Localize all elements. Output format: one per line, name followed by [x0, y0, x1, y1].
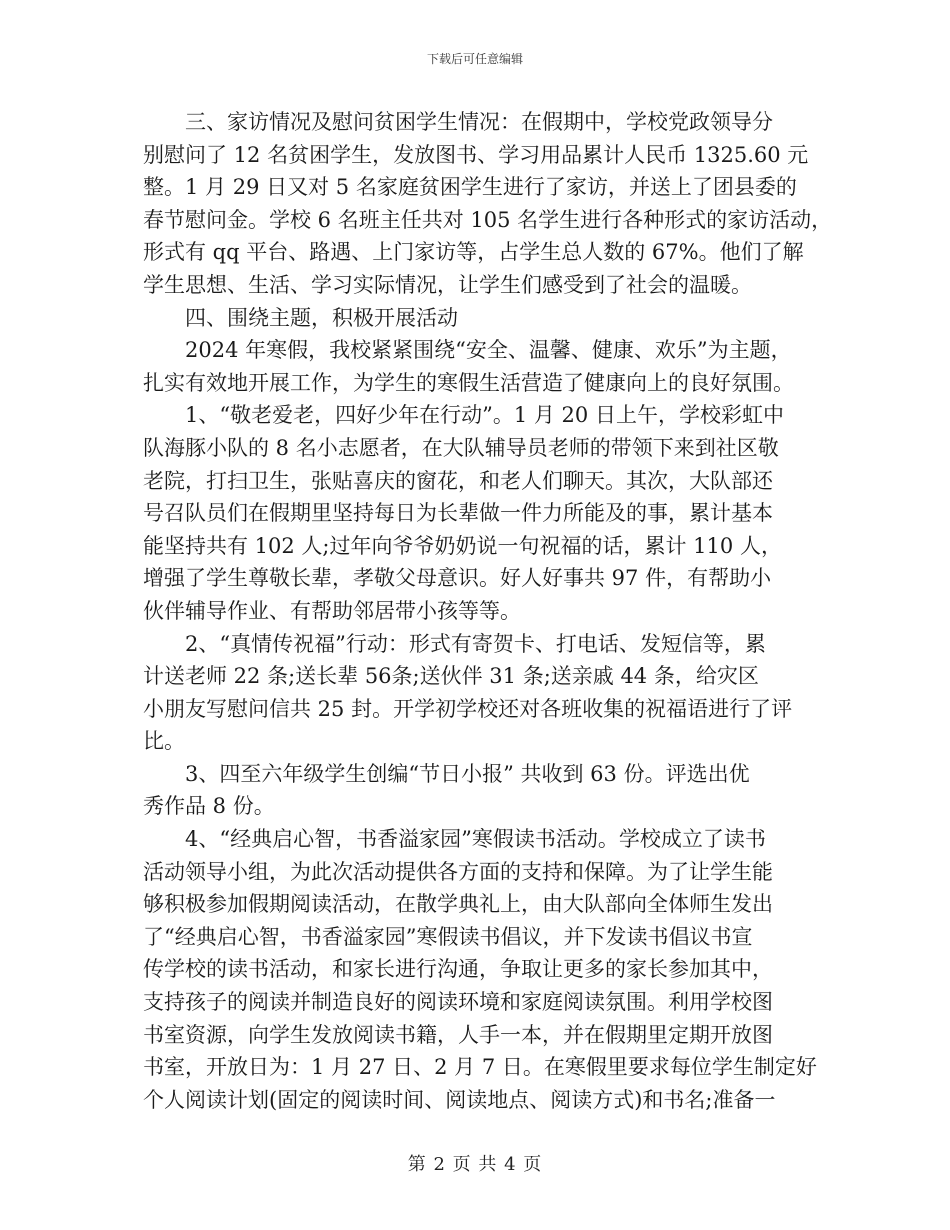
text-line: 别慰问了 12 名贫困学生，发放图书、学习用品累计人民币 1325.60 元 [143, 142, 809, 167]
text-line: 形式有 qq 平台、路遇、上门家访等，占学生总人数的 67%。他们了解 [143, 240, 804, 265]
page-footer: 第 2 页 共 4 页 [407, 1154, 543, 1175]
document-body [143, 106, 833, 1116]
text-line: 活动领导小组，为此次活动提供各方面的支持和保障。为了让学生能 [143, 859, 773, 884]
text-line: 个人阅读计划(固定的阅读时间、阅读地点、阅读方式)和书名;准备一 [143, 1087, 776, 1112]
text-line: 学生思想、生活、学习实际情况，让学生们感受到了社会的温暖。 [143, 272, 752, 297]
text-line: 书室资源，向学生发放阅读书籍，人手一本，并在假期里定期开放图 [143, 1022, 773, 1047]
text-line: 队海豚小队的 8 名小志愿者，在大队辅导员老师的带领下来到社区敬 [143, 435, 779, 460]
text-line: 四、围绕主题，积极开展活动 [185, 305, 458, 330]
text-line: 整。1 月 29 日又对 5 名家庭贫困学生进行了家访，并送上了团县委的 [143, 175, 797, 200]
text-line: 书室，开放日为：1 月 27 日、2 月 7 日。在寒假里要求每位学生制定好 [143, 1055, 817, 1080]
text-line: 计送老师 22 条;送长辈 56条;送伙伴 31 条;送亲戚 44 条，给灾区 [143, 664, 759, 689]
text-line: 了“经典启心智，书香溢家园”寒假读书倡议，并下发读书倡议书宣 [143, 924, 753, 949]
text-line: 小朋友写慰问信共 25 封。开学初学校还对各班收集的祝福语进行了评 [143, 696, 793, 721]
text-line: 号召队员们在假期里坚持每日为长辈做一件力所能及的事，累计基本 [143, 501, 773, 526]
text-line: 比。 [143, 729, 185, 754]
text-line: 2、“真情传祝福”行动：形式有寄贺卡、打电话、发短信等，累 [185, 631, 766, 656]
text-line: 支持孩子的阅读并制造良好的阅读环境和家庭阅读氛围。利用学校图 [143, 990, 773, 1015]
text-line: 能坚持共有 102 人;过年向爷爷奶奶说一句祝福的话，累计 110 人， [143, 533, 782, 558]
text-line: 4、“经典启心智，书香溢家园”寒假读书活动。学校成立了读书 [185, 827, 766, 852]
text-line: 传学校的读书活动，和家长进行沟通，争取让更多的家长参加其中， [143, 957, 773, 982]
text-line: 够积极参加假期阅读活动，在散学典礼上，由大队部向全体师生发出 [143, 892, 773, 917]
text-line: 扎实有效地开展工作，为学生的寒假生活营造了健康向上的良好氛围。 [143, 370, 794, 395]
text-line: 老院，打扫卫生，张贴喜庆的窗花，和老人们聊天。其次，大队部还 [143, 468, 773, 493]
text-line: 2024 年寒假，我校紧紧围绕“安全、温馨、健康、欢乐”为主题， [185, 338, 792, 363]
text-line: 春节慰问金。学校 6 名班主任共对 105 名学生进行各种形式的家访活动， [143, 207, 833, 232]
text-line: 3、四至六年级学生创编“节日小报” 共收到 63 份。评选出优 [185, 761, 750, 786]
page-header: 下载后可任意编辑 [426, 52, 523, 66]
text-line: 伙伴辅导作业、有帮助邻居带小孩等等。 [143, 598, 521, 623]
text-line: 1、“敬老爱老，四好少年在行动”。1 月 20 日上午，学校彩虹中 [185, 403, 784, 428]
text-line: 三、家访情况及慰问贫困学生情况：在假期中，学校党政领导分 [185, 110, 773, 134]
text-line: 秀作品 8 份。 [143, 794, 275, 819]
text-line: 增强了学生尊敬长辈，孝敬父母意识。好人好事共 97 件，有帮助小 [143, 566, 772, 591]
